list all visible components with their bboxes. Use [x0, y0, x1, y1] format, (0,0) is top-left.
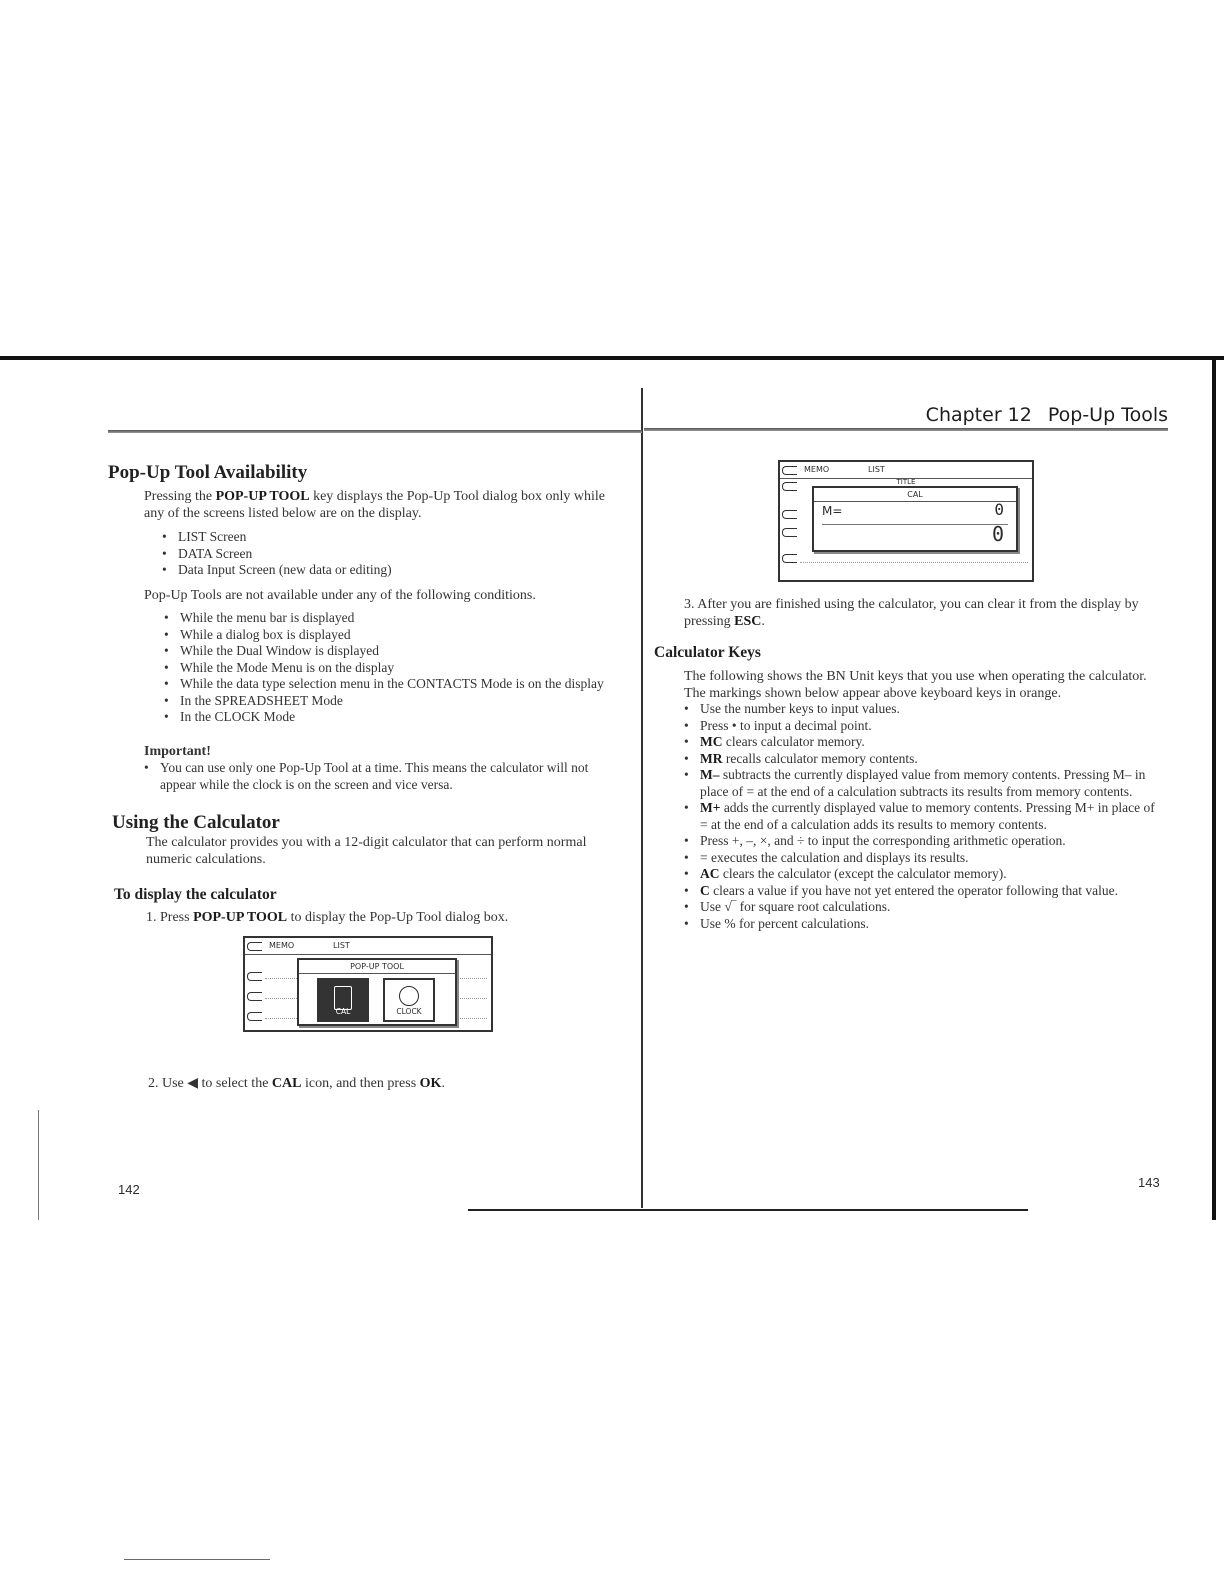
left-edge-mark [38, 1110, 39, 1220]
list-item [684, 866, 1162, 883]
bold-term: OK [419, 1076, 442, 1091]
clock-icon [399, 986, 419, 1006]
bold-term: C [700, 882, 710, 898]
cal-tool-button[interactable] [317, 978, 369, 1022]
popup-tool-dialog [297, 958, 457, 1026]
using-calculator-intro: The calculator provides you with a 12-digit calculator that can perform normal numeric calculations. [146, 835, 587, 867]
list-title: TITLE [896, 478, 916, 486]
important-label: Important! [144, 744, 211, 759]
text-run: = executes the calculation and displays its results. [700, 849, 969, 865]
text-run: Press • to input a decimal point. [700, 717, 872, 733]
display-calculator-subheading: To display the calculator [114, 886, 277, 903]
text-run: clears calculator memory. [722, 734, 865, 749]
page-number-left: 142 [118, 1182, 140, 1197]
bold-term: MC [700, 734, 723, 749]
step-3 [684, 596, 1162, 630]
binder-ring-icon [782, 482, 797, 491]
tab-memo[interactable]: MEMO [804, 465, 830, 474]
text-run: Pressing the [144, 489, 216, 504]
using-calculator-heading: Using the Calculator [112, 812, 280, 833]
calculator-dialog-title: CAL [814, 488, 1016, 502]
dialog-title: POP-UP TOOL [299, 960, 455, 974]
text-run: 3. After you are finished using the calculator, you can clear it from the display by pressing [684, 597, 1139, 629]
conditions-list [164, 610, 620, 726]
list-item: • In the SPREADSHEET Mode [164, 693, 620, 710]
top-border [0, 356, 1224, 360]
memory-row [822, 500, 1008, 525]
text-run: subtracts the currently displayed value from memory contents. Pressing M– in place of = at the end of a calculation subtracts its results from memory contents. [700, 767, 1146, 799]
binder-ring-icon [782, 554, 797, 563]
list-item [684, 751, 1162, 768]
bottom-rule [468, 1209, 1028, 1211]
chapter-number: Chapter 12 [925, 404, 1032, 426]
text-run: to display the Pop-Up Tool dialog box. [287, 910, 509, 925]
header-rule-left [108, 430, 642, 433]
list-item: • While the data type selection menu in the CONTACTS Mode is on the display [164, 676, 620, 693]
screen-list [162, 529, 602, 579]
list-item [684, 883, 1162, 900]
bold-term: M– [700, 767, 720, 782]
bold-term: AC [700, 866, 720, 881]
list-item [684, 701, 1162, 718]
tab-list[interactable]: LIST [868, 465, 885, 474]
bold-term: POP-UP TOOL [215, 489, 310, 504]
clock-tool-button[interactable] [383, 978, 435, 1022]
list-item [684, 833, 1162, 850]
bold-term: MR [700, 750, 723, 766]
tab-bar [780, 462, 1032, 479]
important-note [144, 760, 616, 793]
binder-ring-icon [247, 942, 262, 951]
display-row [822, 522, 1008, 546]
list-item [684, 800, 1162, 833]
list-item: • In the CLOCK Mode [164, 709, 620, 726]
text-run: . [761, 614, 765, 629]
text-run: adds the currently displayed value to memory contents. Pressing M+ in place of = at the end of a calculation adds its results to memory contents. [700, 800, 1155, 832]
text-run: icon, and then press [301, 1076, 420, 1091]
list-item: • While a dialog box is displayed [164, 627, 620, 644]
text-run: key displays the Pop-Up Tool dialog box only while any of the screens listed below are on the display. [144, 489, 606, 521]
list-item [684, 734, 1162, 751]
step-2 [148, 1075, 618, 1092]
list-item: • While the Dual Window is displayed [164, 643, 620, 660]
calculator-keys-intro: The following shows the BN Unit keys that you use when operating the calculator. The markings shown below appear above keyboard keys in orange. [684, 669, 1147, 701]
cal-label: CAL [335, 1007, 351, 1016]
chapter-header [926, 404, 1168, 426]
list-item [684, 850, 1162, 867]
tab-memo[interactable]: MEMO [269, 941, 295, 950]
page-number-right: 143 [1138, 1175, 1160, 1190]
list-item [684, 916, 1162, 933]
list-item: • While the Mode Menu is on the display [164, 660, 620, 677]
row-divider [800, 562, 1028, 563]
memory-label: M= [822, 504, 843, 518]
list-item: • While the menu bar is displayed [164, 610, 620, 627]
text-run: Use % for percent calculations. [700, 915, 870, 931]
memory-value: 0 [994, 500, 1004, 519]
list-item [684, 718, 1162, 735]
text-run: 1. Press [146, 910, 194, 925]
binder-ring-icon [782, 466, 797, 475]
text-run: Use the number keys to input values. [700, 701, 900, 716]
binder-ring-icon [782, 528, 797, 537]
list-item: • Data Input Screen (new data or editing) [162, 562, 602, 579]
clock-label: CLOCK [396, 1007, 422, 1016]
text-run: clears a value if you have not yet entered the operator following that value. [709, 882, 1118, 898]
tab-bar [245, 938, 491, 955]
calculator-keys-list [684, 701, 1162, 932]
chapter-title: Pop-Up Tools [1047, 404, 1168, 426]
popup-tool-screen [243, 936, 493, 1032]
text-run: Press +, –, ×, and ÷ to input the corresponding arithmetic operation. [700, 833, 1066, 848]
right-edge [1212, 360, 1216, 1220]
text-run: Use √‾ for square root calculations. [700, 899, 891, 914]
binder-ring-icon [247, 1012, 262, 1021]
calculator-dialog [812, 486, 1018, 552]
tab-list[interactable]: LIST [333, 941, 350, 950]
availability-heading: Pop-Up Tool Availability [108, 462, 308, 483]
important-note-item: • You can use only one Pop-Up Tool at a time. This means the calculator will not appear while the clock is on the screen and vice versa. [144, 760, 616, 793]
binder-ring-icon [247, 992, 262, 1001]
list-item [684, 899, 1162, 916]
calculator-screen [778, 460, 1034, 582]
step-1 [146, 909, 616, 926]
bold-term: CAL [271, 1076, 302, 1091]
header-rule-right [644, 428, 1168, 431]
list-item: • DATA Screen [162, 546, 602, 563]
bold-term: M+ [700, 800, 721, 815]
list-item: • LIST Screen [162, 529, 602, 546]
text-run: . [441, 1076, 445, 1091]
binder-ring-icon [782, 510, 797, 519]
calculator-display-value: 0 [991, 522, 1004, 546]
list-item [684, 767, 1162, 800]
text-run: 2. Use ◀ to select the [148, 1076, 272, 1091]
bold-term: POP-UP TOOL [193, 910, 288, 925]
calculator-keys-heading: Calculator Keys [654, 644, 761, 661]
text-run: clears the calculator (except the calculator memory). [719, 866, 1007, 881]
availability-intro [144, 488, 616, 522]
page-spine [641, 388, 643, 1208]
scan-artifact-line [124, 1559, 270, 1560]
text-run: recalls calculator memory contents. [722, 750, 918, 766]
bold-term: ESC [734, 614, 762, 629]
binder-ring-icon [247, 972, 262, 981]
not-available-intro: Pop-Up Tools are not available under any of the following conditions. [144, 588, 536, 603]
